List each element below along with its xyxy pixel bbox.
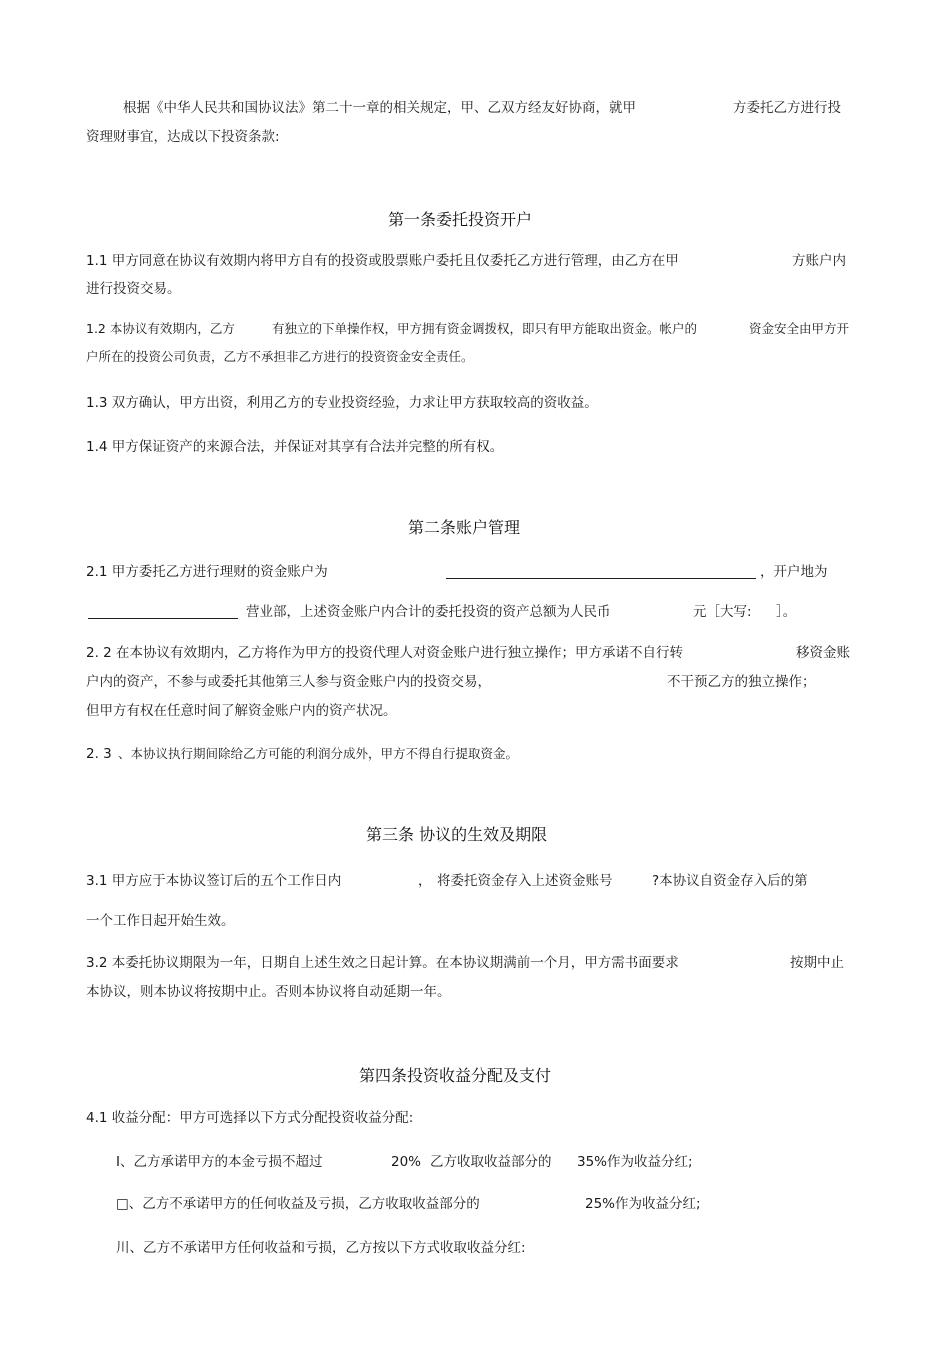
clause-2-1-part3: 营业部，上述资金账户内合计的委托投资的资产总额为人民币	[246, 604, 611, 620]
clause-3-1-part5: 一个工作日起开始生效。	[86, 913, 235, 929]
clause-2-2-part2: 移资金账	[796, 645, 850, 661]
clause-3-2-part1: 3.2 本委托协议期限为一年，日期自上述生效之日起计算。在本协议期满前一个月，甲方需书面要求	[86, 955, 679, 971]
clause-3-1-part3: 将委托资金存入上述资金账号	[437, 873, 613, 889]
clause-2-2-part3: 户内的资产，不参与或委托其他第三人参与资金账户内的投资交易，	[86, 674, 491, 690]
clause-3-1-part4: ?本协议自资金存入后的第	[652, 873, 808, 889]
intro-line1-part2: 方委托乙方进行投	[733, 100, 841, 116]
branch-blank	[88, 618, 238, 619]
account-number-blank	[446, 578, 756, 579]
clause-2-2-part4: 不干预乙方的独立操作；	[667, 674, 816, 690]
clause-1-3: 1.3 双方确认，甲方出资，利用乙方的专业投资经验，力求让甲方获取较高的资收益。	[86, 395, 598, 411]
clause-2-3-text: 、本协议执行期间除给乙方可能的利润分成外，甲方不得自行提取资金。	[118, 746, 519, 761]
option-2-part2: 25%作为收益分红;	[585, 1196, 701, 1212]
intro-line1-part1: 根据《中华人民共和国协议法》第二十一章的相关规定，甲、乙双方经友好协商，就甲	[123, 100, 636, 116]
clause-1-2-part4: 户所在的投资公司负责，乙方不承担非乙方进行的投资资金安全责任。	[86, 349, 474, 364]
clause-2-3-number: 2. 3	[86, 746, 112, 762]
clause-2-1-part1: 2.1 甲方委托乙方进行理财的资金账户为	[86, 564, 328, 580]
option-2-part1: □、乙方不承诺甲方的任何收益及亏损，乙方收取收益部分的	[116, 1196, 480, 1212]
option-1-part1: I、乙方承诺甲方的本金亏损不超过	[116, 1154, 323, 1170]
clause-1-1-part2: 方账户内	[792, 253, 846, 269]
clause-3-1-part1: 3.1 甲方应于本协议签订后的五个工作日内	[86, 873, 342, 889]
clause-3-1-part2: ，	[418, 873, 432, 889]
clause-4-1: 4.1 收益分配：甲方可选择以下方式分配投资收益分配:	[86, 1110, 414, 1126]
option-3: 川、乙方不承诺甲方任何收益和亏损，乙方按以下方式收取收益分红:	[116, 1240, 526, 1256]
option-1-part4: 35%作为收益分红;	[577, 1154, 693, 1170]
article-2-title: 第二条账户管理	[408, 518, 521, 537]
clause-2-2-part1: 2. 2 在本协议有效期内，乙方将作为甲方的投资代理人对资金账户进行独立操作；甲方承诺不自行转	[86, 645, 684, 661]
article-3-title: 第三条 协议的生效及期限	[366, 825, 548, 844]
clause-1-4: 1.4 甲方保证资产的来源合法，并保证对其享有合法并完整的所有权。	[86, 439, 504, 455]
clause-1-2-part2: 有独立的下单操作权，甲方拥有资金调拨权，即只有甲方能取出资金。帐户的	[272, 321, 698, 336]
clause-1-2-part3: 资金安全由甲方开	[749, 321, 850, 336]
intro-line2: 资理财事宜，达成以下投资条款:	[86, 129, 280, 145]
clause-2-1-part5: ］。	[776, 604, 797, 620]
option-1-part2: 20%	[391, 1154, 422, 1170]
clause-3-2-part2: 按期中止	[790, 955, 844, 971]
article-4-title: 第四条投资收益分配及支付	[359, 1066, 552, 1085]
clause-1-1-part3: 进行投资交易。	[86, 281, 181, 297]
clause-2-2-part5: 但甲方有权在任意时间了解资金账户内的资产状况。	[86, 703, 397, 719]
clause-1-1-part1: 1.1 甲方同意在协议有效期内将甲方自有的投资或股票账户委托且仅委托乙方进行管理，由乙方在甲	[86, 253, 679, 269]
clause-2-1-part4: 元［大写:	[693, 604, 752, 620]
clause-3-2-part3: 本协议，则本协议将按期中止。否则本协议将自动延期一年。	[86, 984, 451, 1000]
article-1-title: 第一条委托投资开户	[388, 210, 533, 229]
clause-1-2-part1: 1.2 本协议有效期内，乙方	[86, 321, 235, 336]
clause-2-1-part2: ，开户地为	[760, 564, 828, 580]
option-1-part3: 乙方收取收益部分的	[430, 1154, 552, 1170]
